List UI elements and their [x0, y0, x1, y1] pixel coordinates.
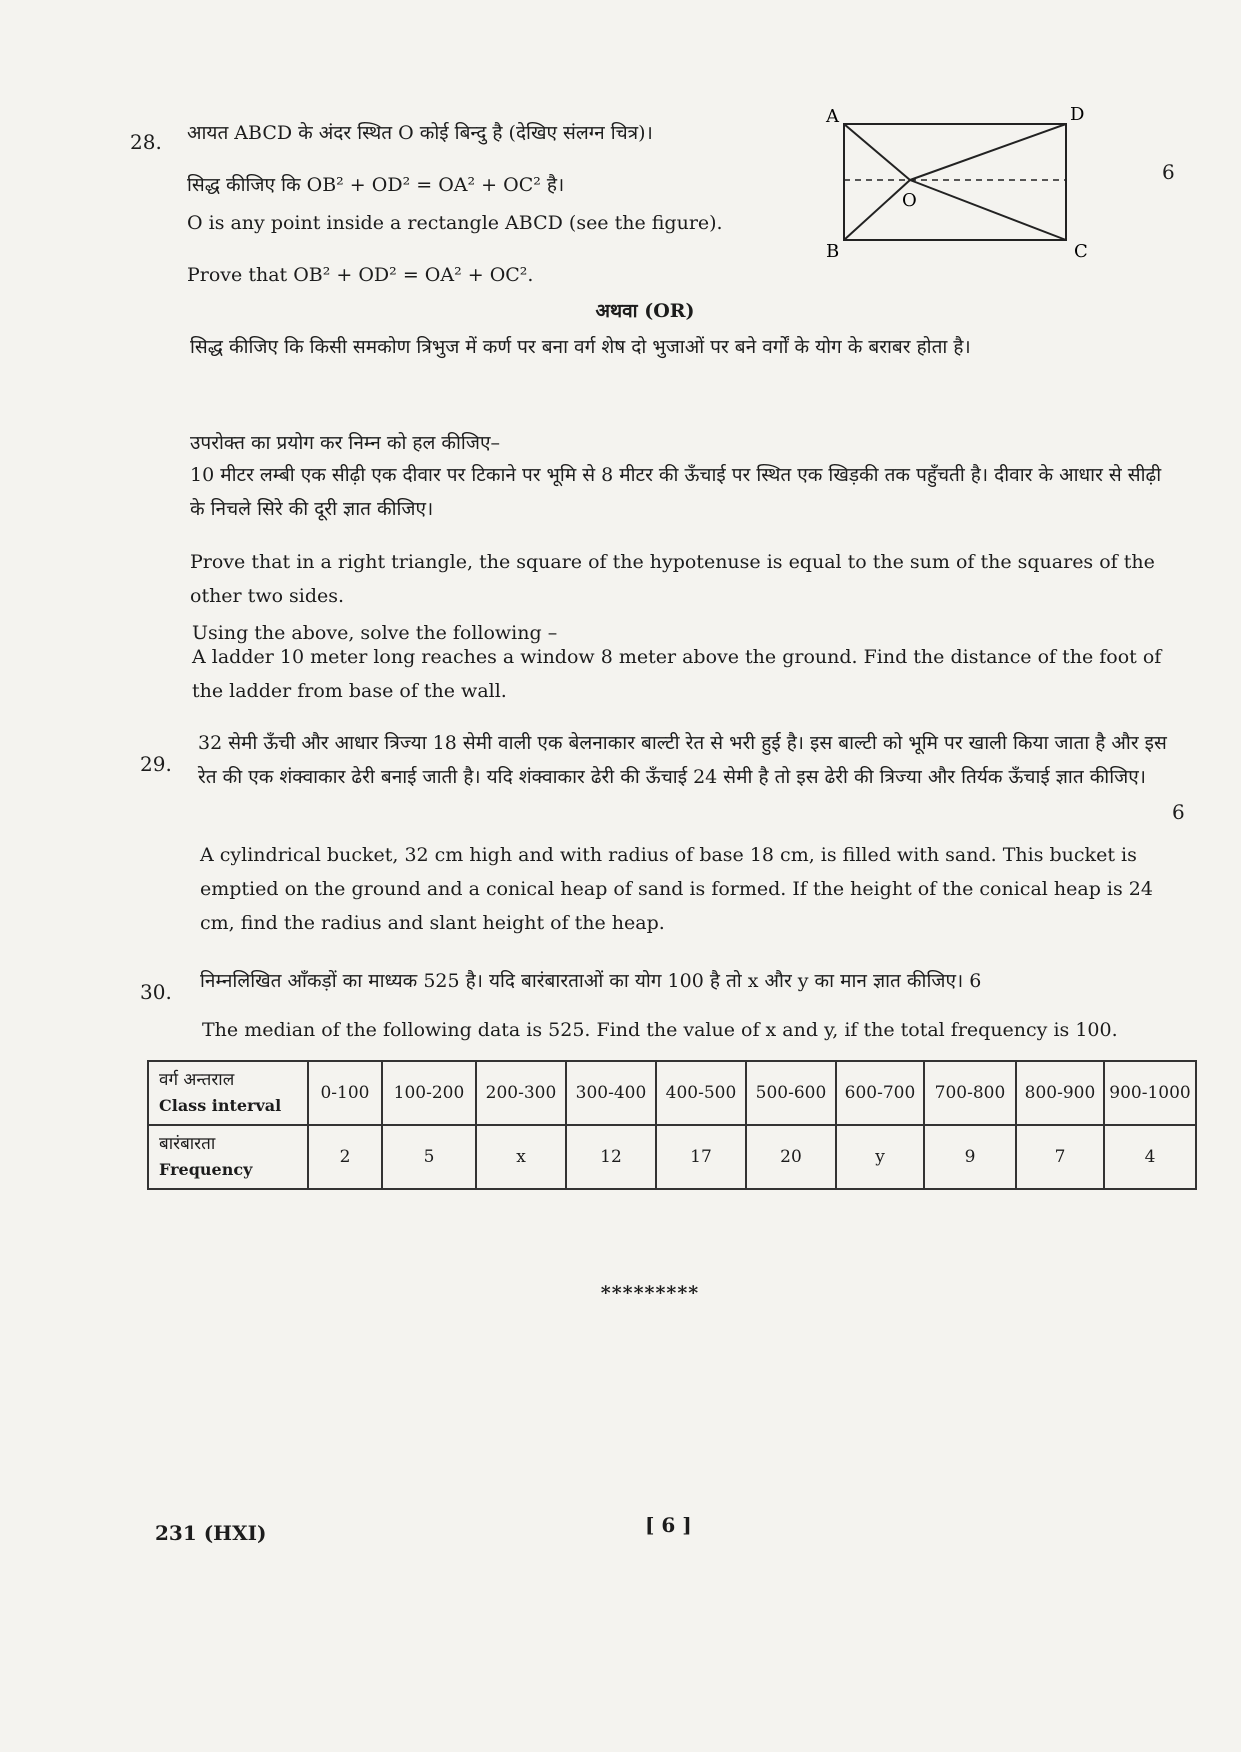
q28-english-line1: O is any point inside a rectangle ABCD (see the figure).	[187, 212, 723, 234]
frequency-cell: 17	[656, 1125, 746, 1189]
q28-hindi-line1: आयत ABCD के अंदर स्थित O कोई बिन्दु है (देखिए संलग्न चित्र)।	[187, 122, 653, 144]
label-d: D	[1070, 104, 1085, 125]
class-interval-header	[148, 1061, 308, 1125]
segment-oa	[844, 124, 910, 180]
interval-cell: 900-1000	[1104, 1061, 1196, 1125]
q30-english: The median of the following data is 525. Find the value of x and y, if the total frequency is 100.	[202, 1019, 1118, 1041]
q29-hindi: 32 सेमी ऊँची और आधार त्रिज्या 18 सेमी वाली एक बेलनाकार बाल्टी रेत से भरी हुई है। इस बाल्टी को भूमि पर खाली किया जाता है और इस रेत की एक शंक्वाकार ढेरी बनाई जाती है। यदि शंक्वाकार ढेरी की ऊँचाई 24 सेमी है तो इस ढेरी की त्रिज्या और तिर्यक ऊँचाई ज्ञात कीजिए।	[198, 732, 1167, 788]
frequency-hindi: बारंबारता	[159, 1134, 216, 1154]
q28-number: 28.	[130, 130, 162, 154]
or-separator: अथवा (OR)	[595, 300, 695, 322]
q29-marks: 6	[1172, 800, 1185, 824]
q28-alt-english-3: A ladder 10 meter long reaches a window 8 meter above the ground. Find the distance of the foot of the ladder from base of the wall.	[192, 646, 1162, 702]
label-c: C	[1074, 241, 1088, 260]
q28-alt-english-1: Prove that in a right triangle, the square of the hypotenuse is equal to the sum of the squares of the other two sides.	[190, 551, 1155, 607]
interval-cell: 400-500	[656, 1061, 746, 1125]
frequency-cell: 9	[924, 1125, 1016, 1189]
class-interval-hindi: वर्ग अन्तराल	[159, 1070, 235, 1090]
page-number: [ 6 ]	[645, 1513, 692, 1537]
rectangle	[844, 124, 1066, 240]
segment-od	[910, 124, 1066, 180]
interval-cell: 0-100	[308, 1061, 382, 1125]
frequency-cell: 2	[308, 1125, 382, 1189]
segment-ob	[844, 180, 910, 240]
label-b: B	[826, 241, 840, 260]
q28-alt-hindi-2: उपरोक्त का प्रयोग कर निम्न को हल कीजिए–	[190, 432, 500, 454]
frequency-table	[147, 1060, 1197, 1190]
frequency-cell: y	[836, 1125, 924, 1189]
paper-code: 231 (HXI)	[155, 1521, 267, 1545]
q28-english-line2: Prove that OB² + OD² = OA² + OC².	[187, 264, 534, 286]
q28-marks: 6	[1162, 160, 1175, 184]
interval-cell: 200-300	[476, 1061, 566, 1125]
frequency-cell: x	[476, 1125, 566, 1189]
frequency-row	[148, 1125, 1196, 1189]
label-a: A	[826, 106, 839, 127]
q29-english: A cylindrical bucket, 32 cm high and with radius of base 18 cm, is filled with sand. This bucket is emptied on the ground and a conical heap of sand is formed. If the height of the conical heap is 24 cm, find the radius and slant height of the heap.	[200, 844, 1153, 934]
frequency-cell: 20	[746, 1125, 836, 1189]
interval-cell: 100-200	[382, 1061, 476, 1125]
rectangle-abcd-figure	[820, 100, 1100, 260]
q30-hindi: निम्नलिखित आँकड़ों का माध्यक 525 है। यदि बारंबारताओं का योग 100 है तो x और y का मान ज्ञात कीजिए। 6	[200, 970, 982, 992]
frequency-cell: 5	[382, 1125, 476, 1189]
q28-alt-english-2: Using the above, solve the following –	[192, 622, 558, 644]
frequency-cell: 4	[1104, 1125, 1196, 1189]
q28-hindi-line2: सिद्ध कीजिए कि OB² + OD² = OA² + OC² है।	[187, 174, 565, 196]
class-interval-english: Class interval	[159, 1096, 282, 1115]
frequency-english: Frequency	[159, 1160, 253, 1179]
q29-number: 29.	[140, 752, 172, 776]
frequency-cell: 7	[1016, 1125, 1104, 1189]
interval-cell: 700-800	[924, 1061, 1016, 1125]
class-interval-row	[148, 1061, 1196, 1125]
frequency-header	[148, 1125, 308, 1189]
label-o: O	[902, 190, 917, 211]
q28-alt-hindi-3: 10 मीटर लम्बी एक सीढ़ी एक दीवार पर टिकाने पर भूमि से 8 मीटर की ऊँचाई पर स्थित एक खिड़की तक पहुँचती है। दीवार के आधार से सीढ़ी के निचले सिरे की दूरी ज्ञात कीजिए।	[190, 464, 1162, 520]
interval-cell: 500-600	[746, 1061, 836, 1125]
interval-cell: 600-700	[836, 1061, 924, 1125]
end-marker: *********	[600, 1282, 700, 1304]
q30-number: 30.	[140, 980, 172, 1004]
frequency-cell: 12	[566, 1125, 656, 1189]
segment-oc	[910, 180, 1066, 240]
interval-cell: 300-400	[566, 1061, 656, 1125]
interval-cell: 800-900	[1016, 1061, 1104, 1125]
q28-alt-hindi-1: सिद्ध कीजिए कि किसी समकोण त्रिभुज में कर्ण पर बना वर्ग शेष दो भुजाओं पर बने वर्गों के योग के बराबर होता है।	[190, 336, 971, 358]
